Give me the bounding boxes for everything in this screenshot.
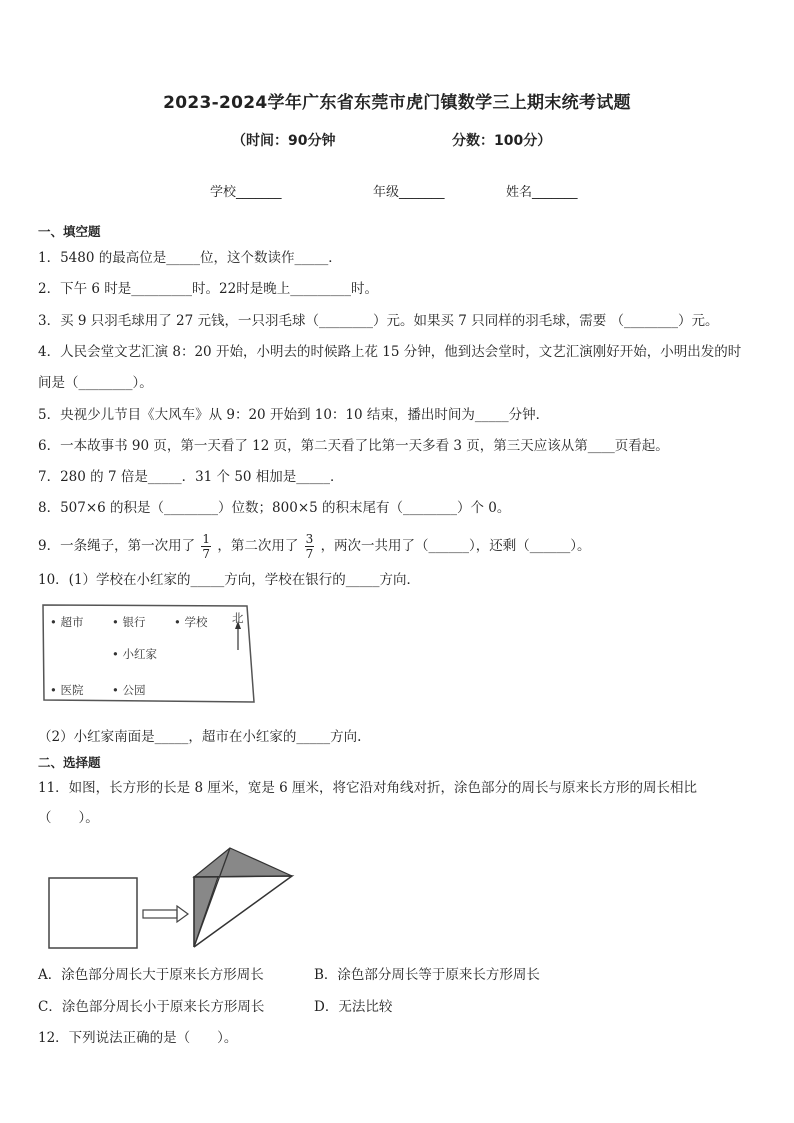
map-hospital: • 医院 bbox=[50, 683, 84, 697]
fraction-2-numerator: 3 bbox=[305, 532, 314, 546]
question-7: 7．280 的 7 倍是_____．31 个 50 相加是_____． bbox=[38, 469, 344, 485]
question-3: 3．买 9 只羽毛球用了 27 元钱，一只羽毛球（________）元。如果买 7 只同样的羽毛球，需要 （________）元。 bbox=[38, 313, 719, 329]
fraction-three-sevenths bbox=[305, 532, 315, 561]
question-1: 1．5480 的最高位是_____位，这个数读作_____． bbox=[38, 250, 342, 266]
folding-diagram bbox=[48, 843, 298, 951]
direction-map-figure bbox=[42, 604, 256, 704]
section-heading-fill-in: 一、填空题 bbox=[38, 224, 101, 239]
question-5: 5．央视少儿节目《大风车》从 9：20 开始到 10：10 结束，播出时间为_____分钟． bbox=[38, 407, 550, 423]
question-9 bbox=[38, 532, 591, 561]
question-4-line-1: 4．人民会堂文艺汇演 8：20 开始，小明去的时候路上花 15 分钟，他到达会堂时，文艺汇演刚好开始，小明出发的时 bbox=[38, 344, 742, 360]
question-2: 2．下午 6 时是_________时。22时是晚上_________时。 bbox=[38, 281, 378, 297]
fraction-1-numerator: 1 bbox=[202, 532, 211, 546]
question-10-part-2: （2）小红家南面是_____，超市在小红家的_____方向. bbox=[38, 729, 362, 745]
option-b: B．涂色部分周长等于原来长方形周长 bbox=[314, 967, 540, 983]
map-park: • 公园 bbox=[112, 683, 146, 697]
question-4-line-2: 间是（________）。 bbox=[38, 375, 153, 391]
school-field: 学校_______ bbox=[210, 185, 282, 200]
folding-rectangle-figure bbox=[48, 843, 298, 951]
question-12: 12．下列说法正确的是（ ）。 bbox=[38, 1030, 238, 1046]
exam-time: （时间：90分钟 bbox=[232, 133, 336, 149]
option-a: A．涂色部分周长大于原来长方形周长 bbox=[38, 967, 264, 983]
grade-field: 年级_______ bbox=[373, 185, 445, 200]
fraction-2-denominator: 7 bbox=[305, 547, 314, 561]
fraction-one-seventh bbox=[201, 532, 211, 561]
name-field: 姓名_______ bbox=[506, 185, 578, 200]
question-11-line-1: 11．如图，长方形的长是 8 厘米，宽是 6 厘米，将它沿对角线对折，涂色部分的周长与原来长方形的周长相比 bbox=[38, 780, 698, 796]
original-rectangle bbox=[49, 878, 137, 948]
question-8: 8．507×6 的积是（________）位数；800×5 的积末尾有（________）个 0。 bbox=[38, 500, 511, 516]
option-d: D．无法比较 bbox=[314, 999, 393, 1015]
map-school: • 学校 bbox=[174, 615, 208, 629]
map-supermarket: • 超市 bbox=[50, 615, 84, 629]
question-6: 6．一本故事书 90 页，第一天看了 12 页，第二天看了比第一天多看 3 页，第三天应该从第____页看起。 bbox=[38, 438, 669, 454]
map-bank: • 银行 bbox=[112, 615, 146, 629]
question-10-part-1: 10．(1）学校在小红家的_____方向，学校在银行的_____方向． bbox=[38, 572, 421, 588]
section-heading-choice: 二、选择题 bbox=[38, 755, 101, 770]
question-9-prefix: 9．一条绳子，第一次用了 bbox=[38, 538, 196, 554]
page-title: 2023-2024学年广东省东莞市虎门镇数学三上期末统考试题 bbox=[163, 93, 631, 113]
map-north-label: 北 bbox=[232, 611, 244, 625]
question-9-suffix: ，两次一共用了（______），还剩（______）。 bbox=[320, 538, 591, 554]
question-9-middle: ，第二次用了 bbox=[217, 538, 299, 554]
fraction-1-denominator: 7 bbox=[202, 547, 211, 561]
map-xiaohong-home: • 小红家 bbox=[112, 647, 157, 661]
question-11-line-2: （ ）。 bbox=[38, 810, 99, 826]
shaded-triangle-top bbox=[194, 848, 292, 877]
right-arrow-icon bbox=[143, 906, 188, 922]
exam-score: 分数：100分） bbox=[452, 133, 552, 149]
option-c: C．涂色部分周长小于原来长方形周长 bbox=[38, 999, 265, 1015]
